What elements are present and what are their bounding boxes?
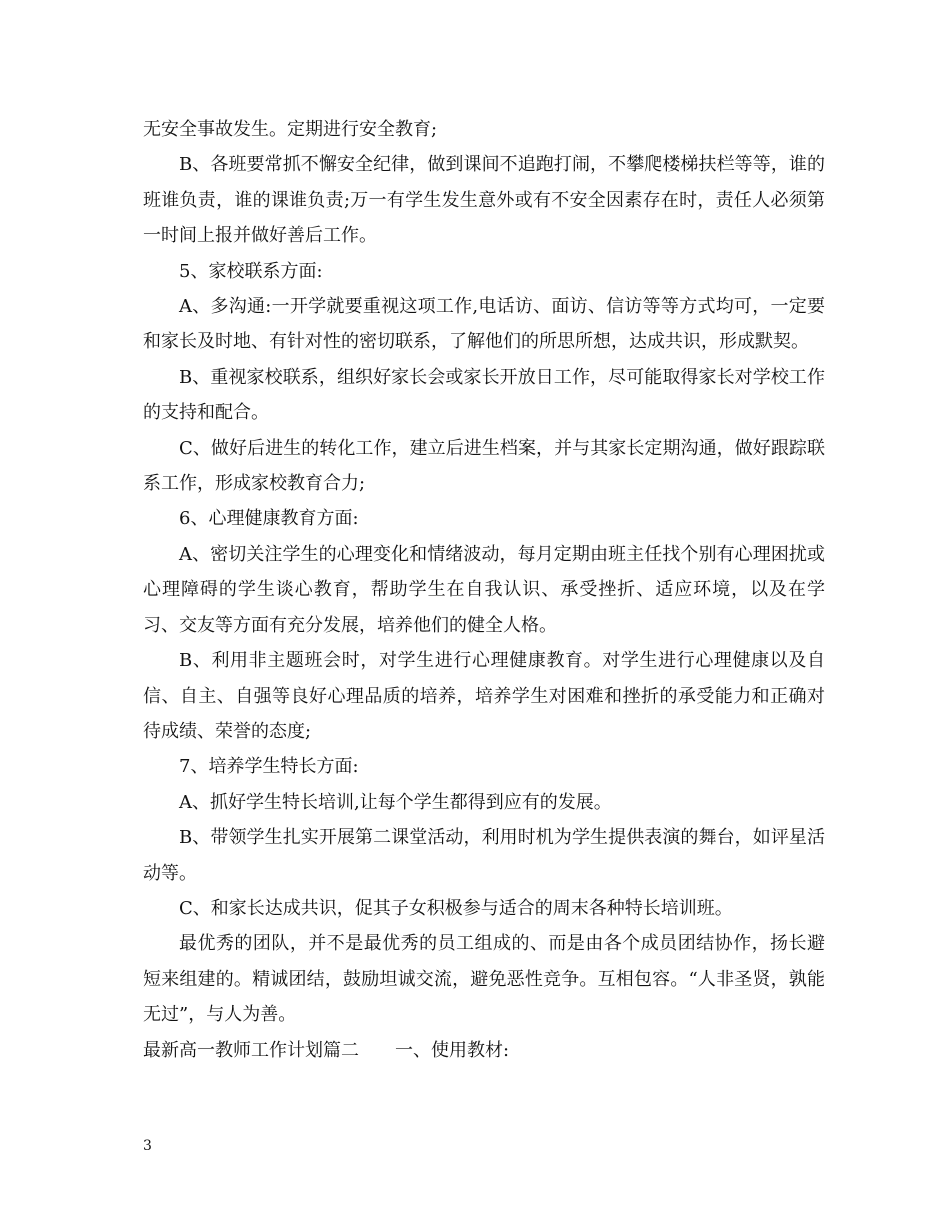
paragraph-talent-training: A、抓好学生特长培训,让每个学生都得到应有的发展。 (179, 791, 612, 813)
section-heading-home-school: 5、家校联系方面: (179, 260, 323, 282)
paragraph-second-classroom: B、带领学生扎实开展第二课堂活动，利用时机为学生提供表演的舞台，如评星活动等。 (143, 827, 825, 884)
paragraph-underachievers: C、做好后进生的转化工作，建立后进生档案，并与其家长定期沟通，做好跟踪联系工作，形成家校教育合力; (143, 437, 825, 495)
section-heading-talents: 7、培养学生特长方面: (179, 756, 359, 778)
paragraph-parent-consensus: C、和家长达成共识，促其子女积极参与适合的周末各种特长培训班。 (179, 897, 733, 919)
paragraph-safety-discipline: B、各班要常抓不懈安全纪律，做到课间不追跑打闹，不攀爬楼梯扶栏等等，谁的班谁负责，谁的课谁负责;万一有学生发生意外或有不安全因素存在时，责任人必须第一时间上报并做好善后工作。 (143, 154, 825, 247)
paragraph-next-plan-heading: 最新高一教师工作计划篇二 一、使用教材: (143, 1039, 510, 1061)
paragraph-home-school-contact: B、重视家校联系，组织好家长会或家长开放日工作，尽可能取得家长对学校工作的支持和配合。 (143, 366, 825, 424)
document-body (143, 112, 825, 1068)
page-number: 3 (143, 1138, 152, 1154)
paragraph-communication: A、多沟通:一开学就要重视这项工作,电话访、面访、信访等等方式均可，一定要和家长及时地、有针对性的密切联系，了解他们的所思所想，达成共识，形成默契。 (143, 296, 825, 353)
paragraph-teamwork: 最优秀的团队，并不是最优秀的员工组成的、而是由各个成员团结协作，扬长避短来组建的。精诚团结，鼓励坦诚交流，避免恶性竞争。互相包容。“人非圣贤，孰能无过”，与人为善。 (143, 933, 825, 1026)
section-heading-mental-health: 6、心理健康教育方面: (179, 508, 359, 530)
paragraph-class-meeting: B、利用非主题班会时，对学生进行心理健康教育。对学生进行心理健康以及自信、自主、自强等良好心理品质的培养，培养学生对困难和挫折的承受能力和正确对待成绩、荣誉的态度; (143, 650, 825, 742)
paragraph-psychological-care: A、密切关注学生的心理变化和情绪波动，每月定期由班主任找个别有心理困扰或心理障碍的学生谈心教育，帮助学生在自我认识、承受挫折、适应环境，以及在学习、交友等方面有充分发展，培养他们的健全人格。 (143, 543, 825, 636)
paragraph-safety-education: 无安全事故发生。定期进行安全教育; (143, 119, 438, 140)
